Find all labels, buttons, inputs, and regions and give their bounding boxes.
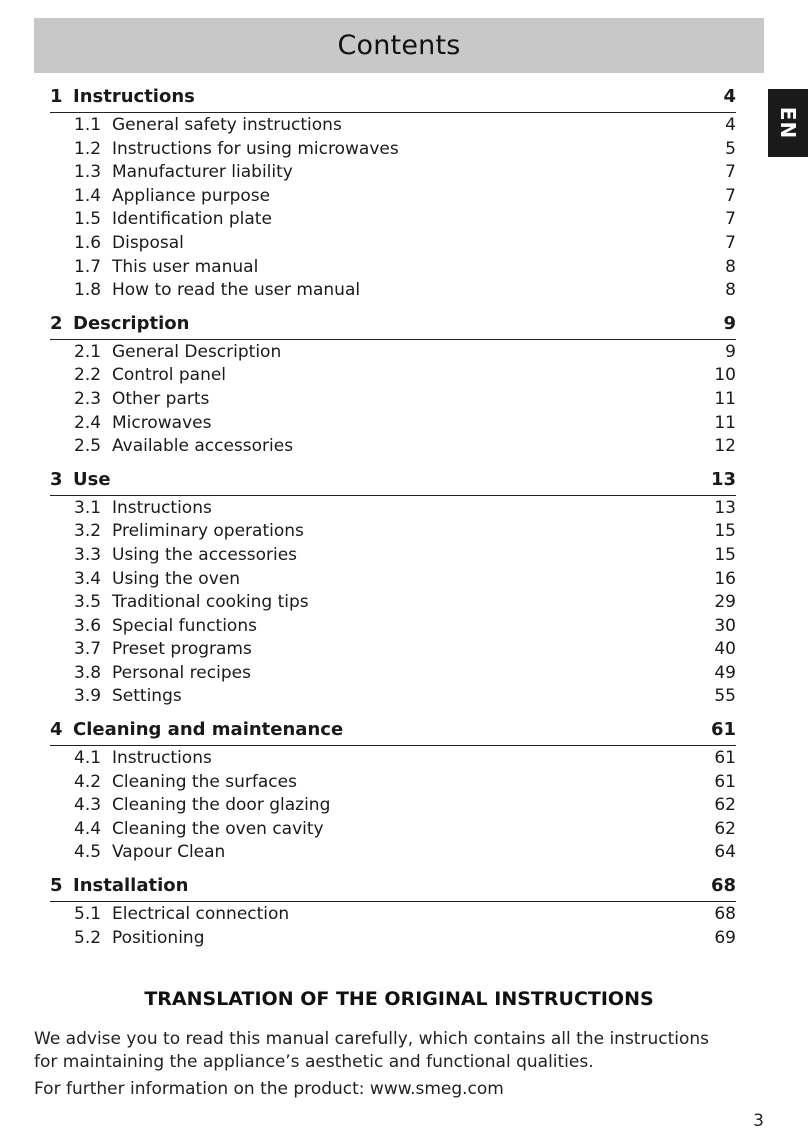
toc-item-page: 62: [714, 818, 736, 839]
toc-item[interactable]: [50, 772, 736, 796]
toc-item[interactable]: [50, 928, 736, 952]
toc-item-list: [50, 113, 736, 304]
toc-item-num: 4.3: [74, 795, 102, 816]
toc-item-label: Preliminary operations: [112, 521, 304, 542]
toc-section-page: 61: [710, 719, 736, 741]
toc-section-label: Cleaning and maintenance: [73, 719, 344, 741]
toc-item-num: 2.2: [74, 365, 102, 386]
toc-item-num: 3.9: [74, 686, 102, 707]
toc-item-page: 30: [714, 615, 736, 636]
toc-section-heading[interactable]: [50, 719, 736, 746]
toc-section: [50, 313, 736, 460]
toc-item-page: 8: [725, 280, 736, 301]
toc-section-page: 68: [710, 875, 736, 897]
toc-item-num: 1.8: [74, 280, 102, 301]
toc-item-page: 16: [714, 568, 736, 589]
toc-item-num: 4.5: [74, 842, 102, 863]
toc-item-label: Using the accessories: [112, 544, 298, 565]
toc-item[interactable]: [50, 280, 736, 304]
toc-item-page: 13: [714, 497, 736, 518]
toc-item-label: Settings: [112, 686, 182, 707]
toc-item-page: 40: [714, 639, 736, 660]
toc-item-num: 2.4: [74, 412, 102, 433]
toc-item[interactable]: [50, 842, 736, 866]
toc-item[interactable]: [50, 436, 736, 460]
toc-item-page: 61: [714, 771, 736, 792]
toc-section-page: 9: [723, 312, 736, 334]
toc-item-page: 7: [725, 162, 736, 183]
toc-section-page: 13: [710, 468, 736, 490]
toc-item-label: Vapour Clean: [112, 842, 226, 863]
toc-item-label: Electrical connection: [112, 904, 290, 925]
toc-item-label: Positioning: [112, 927, 205, 948]
toc-item[interactable]: [50, 663, 736, 687]
toc-item[interactable]: [50, 748, 736, 772]
page-number: 3: [753, 1111, 764, 1131]
toc-item-page: 15: [714, 544, 736, 565]
toc-item-num: 3.2: [74, 521, 102, 542]
toc-item-num: 2.5: [74, 436, 102, 457]
toc-item-num: 1.6: [74, 232, 102, 253]
toc-item[interactable]: [50, 365, 736, 389]
translation-heading: TRANSLATION OF THE ORIGINAL INSTRUCTIONS: [144, 988, 654, 1010]
toc-item-num: 3.1: [74, 497, 102, 518]
toc-item[interactable]: [50, 162, 736, 186]
toc-item[interactable]: [50, 686, 736, 710]
toc-item-label: How to read the user manual: [112, 280, 361, 301]
toc-item[interactable]: [50, 209, 736, 233]
toc-item[interactable]: [50, 521, 736, 545]
toc-item-num: 5.2: [74, 927, 102, 948]
language-tab-label: EN: [776, 106, 800, 140]
toc-item-page: 55: [714, 686, 736, 707]
toc-item[interactable]: [50, 413, 736, 437]
title-bar: [34, 18, 764, 73]
toc-item-label: Traditional cooking tips: [112, 592, 309, 613]
toc-item-label: Instructions: [112, 748, 212, 769]
toc-item-page: 8: [725, 256, 736, 277]
language-tab: [768, 89, 808, 157]
toc-item-page: 29: [714, 592, 736, 613]
toc-item-label: Using the oven: [112, 568, 240, 589]
toc-item[interactable]: [50, 616, 736, 640]
toc-item-num: 1.4: [74, 185, 102, 206]
toc-item-page: 7: [725, 185, 736, 206]
toc-item[interactable]: [50, 904, 736, 928]
toc-item-num: 2.1: [74, 341, 102, 362]
toc-item-page: 62: [714, 795, 736, 816]
toc-item-page: 68: [714, 904, 736, 925]
toc-item-list: [50, 340, 736, 460]
toc-section: [50, 875, 736, 951]
toc-section-heading[interactable]: [50, 86, 736, 113]
toc-item[interactable]: [50, 639, 736, 663]
toc-item[interactable]: [50, 389, 736, 413]
toc-item-list: [50, 496, 736, 710]
toc-section-page: 4: [723, 86, 736, 107]
toc-item-page: 61: [714, 748, 736, 769]
toc-item-num: 1.7: [74, 256, 102, 277]
toc-section: [50, 719, 736, 866]
toc-item[interactable]: [50, 342, 736, 366]
page-title: Contents: [337, 30, 461, 61]
table-of-contents: [50, 86, 736, 960]
toc-item-page: 49: [714, 662, 736, 683]
toc-section-heading[interactable]: [50, 313, 736, 340]
toc-item-num: 4.2: [74, 771, 102, 792]
toc-item-label: Appliance purpose: [112, 185, 271, 206]
advice-text: We advise you to read this manual carefully, which contains all the instructions for maintaining the appliance’s aesthetic and functional qualities.: [34, 1029, 710, 1072]
toc-item-num: 3.4: [74, 568, 102, 589]
toc-item-num: 5.1: [74, 904, 102, 925]
toc-item-label: Special functions: [112, 615, 257, 636]
toc-item[interactable]: [50, 819, 736, 843]
toc-section-num: 2: [50, 312, 63, 334]
toc-item-num: 3.5: [74, 592, 102, 613]
toc-item-num: 1.5: [74, 209, 102, 230]
info-text: For further information on the product: www.smeg.com: [34, 1079, 504, 1099]
toc-item-num: 3.7: [74, 639, 102, 660]
toc-item[interactable]: [50, 115, 736, 139]
toc-item-label: General Description: [112, 341, 282, 362]
toc-item-label: Cleaning the oven cavity: [112, 818, 324, 839]
toc-item-label: Cleaning the door glazing: [112, 795, 331, 816]
toc-item-label: General safety instructions: [112, 115, 342, 135]
toc-item-page: 10: [714, 365, 736, 386]
toc-section-label: Use: [73, 468, 111, 490]
toc-item-label: Manufacturer liability: [112, 162, 293, 183]
toc-item[interactable]: [50, 233, 736, 257]
toc-item[interactable]: [50, 545, 736, 569]
toc-item-page: 15: [714, 521, 736, 542]
toc-item-label: Microwaves: [112, 412, 212, 433]
toc-item-page: 11: [714, 388, 736, 409]
toc-item-label: Preset programs: [112, 639, 252, 660]
toc-item-label: Available accessories: [112, 436, 294, 457]
toc-item-page: 4: [725, 115, 736, 135]
toc-item[interactable]: [50, 569, 736, 593]
toc-item[interactable]: [50, 592, 736, 616]
toc-section-label: Instructions: [73, 86, 195, 107]
toc-item-num: 3.6: [74, 615, 102, 636]
toc-item-num: 4.1: [74, 748, 102, 769]
toc-item-num: 2.3: [74, 388, 102, 409]
toc-item-label: Instructions: [112, 497, 212, 518]
toc-item[interactable]: [50, 257, 736, 281]
toc-item-num: 3.3: [74, 544, 102, 565]
toc-item[interactable]: [50, 139, 736, 163]
toc-section-label: Description: [73, 312, 190, 334]
toc-section-num: 5: [50, 875, 63, 897]
toc-item-label: Control panel: [112, 365, 227, 386]
toc-item-page: 69: [714, 927, 736, 948]
toc-item-num: 1.3: [74, 162, 102, 183]
toc-section-num: 3: [50, 468, 63, 490]
toc-item-num: 4.4: [74, 818, 102, 839]
toc-section-heading[interactable]: [50, 875, 736, 902]
toc-section: [50, 86, 736, 304]
toc-item-page: 12: [714, 436, 736, 457]
toc-item[interactable]: [50, 795, 736, 819]
toc-item[interactable]: [50, 498, 736, 522]
toc-section-num: 4: [50, 719, 63, 741]
toc-item-list: [50, 902, 736, 951]
toc-item-num: 3.8: [74, 662, 102, 683]
toc-item-label: Personal recipes: [112, 662, 251, 683]
toc-item-label: Cleaning the surfaces: [112, 771, 297, 792]
toc-item-page: 9: [725, 341, 736, 362]
toc-item-label: This user manual: [112, 256, 259, 277]
toc-section-num: 1: [50, 86, 63, 107]
toc-item-label: Disposal: [112, 232, 184, 253]
toc-item-num: 1.1: [74, 115, 102, 135]
toc-item-page: 7: [725, 209, 736, 230]
toc-item-page: 11: [714, 412, 736, 433]
toc-item-label: Identification plate: [112, 209, 272, 230]
toc-item-page: 5: [725, 138, 736, 159]
toc-item-page: 7: [725, 232, 736, 253]
toc-item-page: 64: [714, 842, 736, 863]
toc-item-label: Instructions for using microwaves: [112, 138, 399, 159]
toc-item-num: 1.2: [74, 138, 102, 159]
toc-item[interactable]: [50, 186, 736, 210]
toc-item-label: Other parts: [112, 388, 210, 409]
toc-section-label: Installation: [73, 875, 189, 897]
toc-item-list: [50, 746, 736, 866]
toc-section-heading[interactable]: [50, 469, 736, 496]
toc-section: [50, 469, 736, 710]
